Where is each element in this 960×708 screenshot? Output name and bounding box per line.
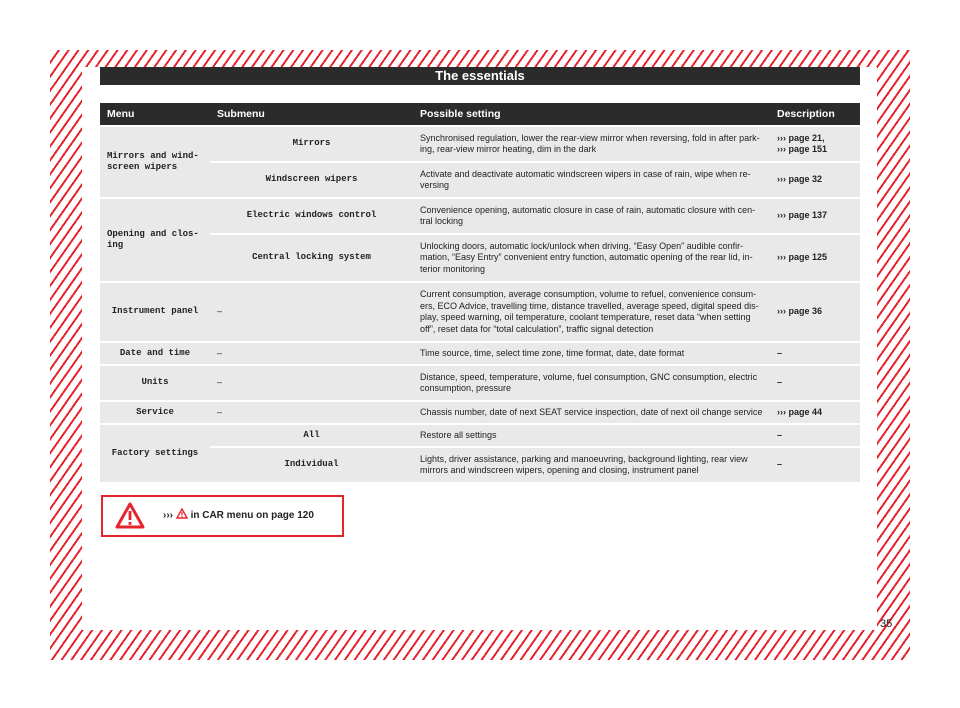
table-row xyxy=(100,448,860,482)
description-cell: ››› page 32 xyxy=(770,163,860,197)
submenu-cell: Individual xyxy=(210,448,413,482)
setting-cell: Synchronised regulation, lower the rear-view mirror when reversing, fold in after park- ing, rear-view mirror heating, dim in the dark xyxy=(413,127,770,161)
setting-cell: Chassis number, date of next SEAT service inspection, date of next oil change service xyxy=(413,402,770,423)
column-header-submenu: Submenu xyxy=(210,103,413,125)
small-warning-icon xyxy=(176,508,188,519)
description-cell: – xyxy=(770,425,860,446)
submenu-cell: – xyxy=(210,283,413,341)
column-header-menu: Menu xyxy=(100,103,210,125)
column-header-description: Description xyxy=(770,103,860,125)
description-cell: ››› page 125 xyxy=(770,235,860,281)
warning-box xyxy=(101,495,344,537)
submenu-cell: Windscreen wipers xyxy=(210,163,413,197)
table-row xyxy=(100,425,860,446)
table-row xyxy=(100,163,860,197)
setting-cell: Unlocking doors, automatic lock/unlock when driving, “Easy Open” audible confir- mation, “Easy Entry” convenient entry function, automatic opening of the rear lid, in- terior monitoring xyxy=(413,235,770,281)
chevron-triple-icon: ››› xyxy=(163,510,173,521)
warning-text xyxy=(163,508,314,521)
table-row xyxy=(100,235,860,281)
description-cell: ››› page 137 xyxy=(770,199,860,233)
page-title: The essentials xyxy=(100,67,860,85)
column-header-setting: Possible setting xyxy=(413,103,770,125)
settings-table xyxy=(100,101,860,484)
table-row xyxy=(100,343,860,364)
setting-cell: Distance, speed, temperature, volume, fuel consumption, GNC consumption, electric consumption, pressure xyxy=(413,366,770,400)
submenu-cell: Electric windows control xyxy=(210,199,413,233)
menu-cell: Service xyxy=(100,402,210,423)
table-header-row xyxy=(100,103,860,125)
submenu-cell: – xyxy=(210,366,413,400)
table-row xyxy=(100,366,860,400)
description-cell: – xyxy=(770,366,860,400)
warning-icon xyxy=(115,502,145,534)
table-row xyxy=(100,402,860,423)
page-number: 35 xyxy=(880,618,893,630)
menu-cell: Instrument panel xyxy=(100,283,210,341)
menu-cell: Date and time xyxy=(100,343,210,364)
menu-cell: Opening and clos- ing xyxy=(100,199,210,281)
menu-cell: Units xyxy=(100,366,210,400)
setting-cell: Restore all settings xyxy=(413,425,770,446)
submenu-cell: All xyxy=(210,425,413,446)
submenu-cell: – xyxy=(210,402,413,423)
setting-cell: Current consumption, average consumption, volume to refuel, convenience consum- ers, ECO Advice, travelling time, distance travelled, average speed, digital speed dis- play, speed warning, oil temperature, coolant temperature, reset data “when setting off”, reset data for “total calculation”, traffic signal detection xyxy=(413,283,770,341)
submenu-cell: Mirrors xyxy=(210,127,413,161)
table-row xyxy=(100,199,860,233)
submenu-cell: Central locking system xyxy=(210,235,413,281)
menu-cell: Factory settings xyxy=(100,425,210,482)
setting-cell: Lights, driver assistance, parking and manoeuvring, background lighting, rear view mirrors and windscreen wipers, opening and closing, instrument panel xyxy=(413,448,770,482)
warning-label: in CAR menu on page 120 xyxy=(190,510,314,521)
description-cell: ››› page 21, ››› page 151 xyxy=(770,127,860,161)
description-cell: – xyxy=(770,448,860,482)
setting-cell: Time source, time, select time zone, time format, date, date format xyxy=(413,343,770,364)
setting-cell: Activate and deactivate automatic windscreen wipers in case of rain, wipe when re- versing xyxy=(413,163,770,197)
submenu-cell: – xyxy=(210,343,413,364)
description-cell: ››› page 36 xyxy=(770,283,860,341)
description-cell: ››› page 44 xyxy=(770,402,860,423)
setting-cell: Convenience opening, automatic closure in case of rain, automatic closure with cen- tral locking xyxy=(413,199,770,233)
menu-cell: Mirrors and wind- screen wipers xyxy=(100,127,210,197)
table-row xyxy=(100,283,860,341)
description-cell: – xyxy=(770,343,860,364)
table-row xyxy=(100,127,860,161)
